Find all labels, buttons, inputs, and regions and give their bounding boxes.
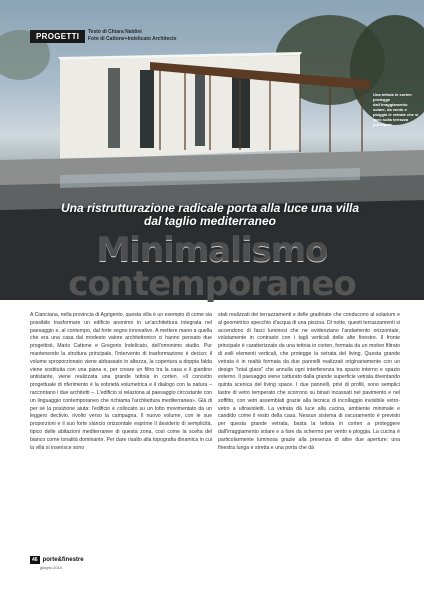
credit-text: Testo di Chiara Naldini	[88, 29, 142, 35]
article-subtitle: Una ristrutturazione radicale porta alla luce una villa dal taglio mediterraneo	[60, 201, 360, 228]
credits	[88, 29, 177, 42]
issue-date: giugno 2014	[40, 565, 63, 570]
body-text-left: A Cianciana, nella provincia di Agrigento, questa villa è un esempio di come sia possibile trasformare un edificio anonimo in un'architettura integrata nel paesaggio e, al contempo, dal forte segno innovativo. A mettere mano a quella che era una casa dal modesto valore architettonico ci hanno pensato due progettisti, Mario Cattone e Gregorio Indelicato, dell'omonimo studio. Pur mantenendo la struttura principale, l'intervento di trasformazione è deciso: il volume sproporzionato viene abbassato in altezza, la copertura a doppia falda viene sostituita con una piana e, per creare un filtro tra la casa e il giardino antistante, viene realizzata una grande tettoia in corten. «Il concetto progettuale di riferimento è la sobrietà volumetrica e il dialogo con la natura – raccontano i due architetti –. L'edificio si relaziona al paesaggio circostante con un linguaggio contemporaneo che richiama l'architettura mediterranea». Già di per sé la posizione aiuta: l'edificio è collocato su un lotto movimentato da un leggero declivio, rivolto verso la campagna. Il nuovo volume, con le sue proporzioni e il suo forte slancio orizzontale esprime il desiderio di semplicità, tipico delle abitazioni mediterranee di questa zona, così come la scelta del bianco come tonalità dominante. Per dare risalto alla topografia dinamica in cui la villa si inserisce sono	[30, 312, 212, 451]
body-column-left	[30, 312, 212, 452]
body-text-right: stati realizzati dei terrazzamenti e delle gradinate che conducono al solarium e al geometrico specchio d'acqua di una piscina. Di notte, questi terrazzamenti si accendono di fasci luminosi che ne evidenziano l'andamento orizzontale, volutamente in contrasto con i tagli verticali delle alte finestre. Il fronte principale è caratterizzato da una tettoia in corten, formata da un motivo filtrato di esili elementi verticali, che protegge la vetrata del living. Questa grande vetrata è in realtà formata da due pannelli realizzati originariamente con un design "total glass" che annulla ogni interferenza tra spazio interno e spazio esterno. Il paesaggio viene catturato dalla grande superficie vetrata diventando quinta scenica del living space. I due pannelli, privi di profili, sono semplici lastre di vetro temperato che scorrono su binari incassati nel pavimento e nel soffitto, con vetri assemblati grazie alla tecnica di incollaggio invisibile vetro-vetro a ultravioletti. La vetrata dà luce alla cucina, ambiente minimale e candido come il resto della casa. Nessun sistema di oscuramento è previsto per questa grande vetrata, basta la tettoia in corten a proteggere dall'irraggiamento solare e a fare da schermo per vento e pioggia. La cucina è particolarmente luminosa grazie alla presenza di altre due aperture: una finestra lunga e stretta e una porta che dà	[218, 312, 400, 451]
credit-photo: Foto di Cattone+Indelicato Architects	[88, 35, 177, 42]
page-footer	[30, 556, 84, 564]
section-tag: PROGETTI	[30, 30, 85, 43]
body-column-right	[218, 312, 400, 452]
article-title-line1: Minimalismo	[96, 230, 328, 270]
page-number: 46	[32, 557, 38, 563]
magazine-name: porte&finestre	[42, 557, 84, 563]
article-title-line2: contemporaneo	[68, 264, 356, 304]
photo-caption: Una tettoia in corten protegge dall'irraggiamento solare, da vento e pioggia le vetrate che si apro sulla terrazza principale	[373, 92, 419, 127]
